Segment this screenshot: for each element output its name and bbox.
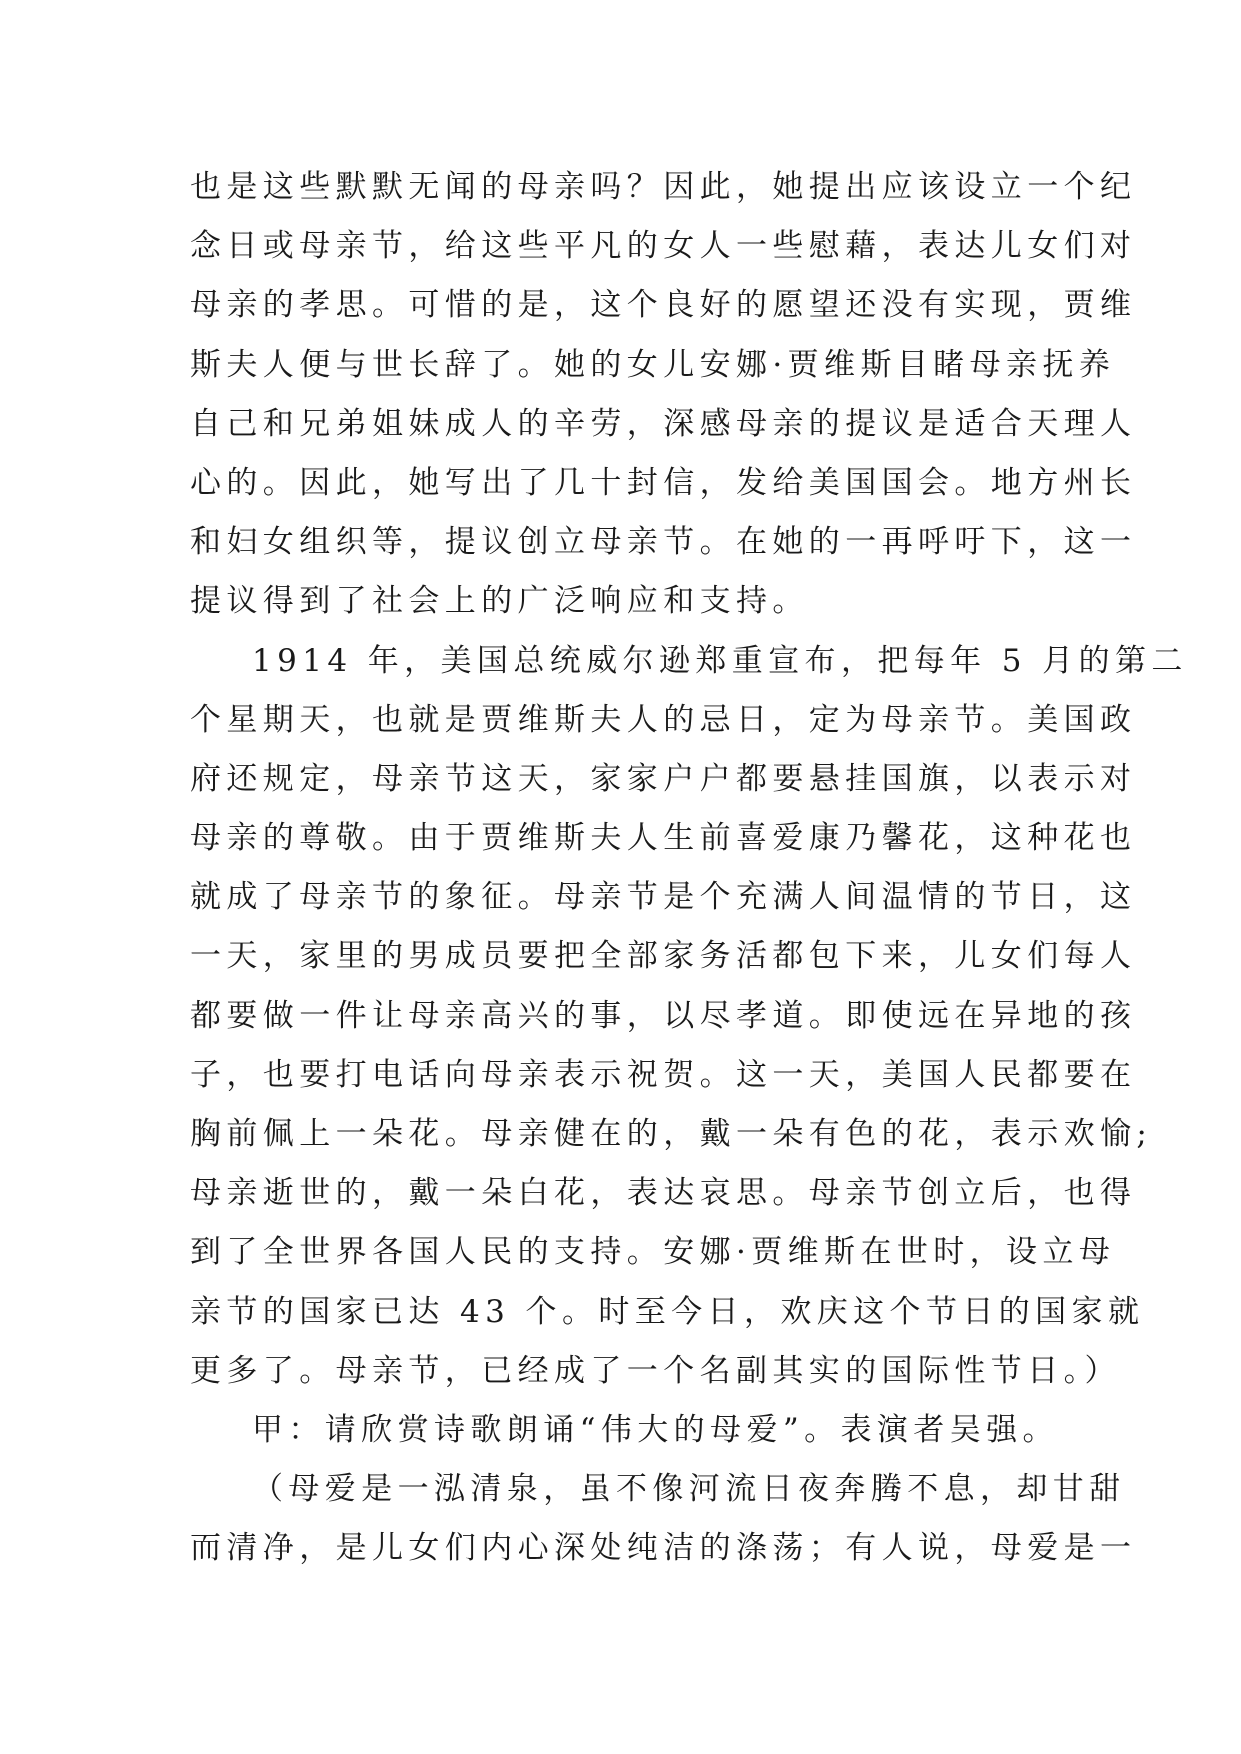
text-line: 而清净，是儿女们内心深处纯洁的涤荡；有人说，母爱是一 bbox=[190, 1530, 1137, 1567]
text-line: 个星期天，也就是贾维斯夫人的忌日，定为母亲节。美国政 bbox=[190, 701, 1137, 738]
text-line: 子，也要打电话向母亲表示祝贺。这一天，美国人民都要在 bbox=[190, 1056, 1137, 1093]
body-text bbox=[190, 158, 1188, 1579]
text-line: 也是这些默默无闻的母亲吗？因此，她提出应该设立一个纪 bbox=[190, 169, 1137, 205]
text-line: 母亲逝世的，戴一朵白花，表达哀思。母亲节创立后，也得 bbox=[190, 1175, 1137, 1212]
text-line: （母爱是一泓清泉，虽不像河流日夜奔腾不息，却甘甜 bbox=[252, 1471, 1126, 1508]
text-line: 自己和兄弟姐妹成人的辛劳，深感母亲的提议是适合天理人 bbox=[190, 405, 1137, 442]
text-line: 1914 年，美国总统威尔逊郑重宣布，把每年 5 月的第二 bbox=[252, 642, 1188, 679]
text-line: 和妇女组织等，提议创立母亲节。在她的一再呼吁下，这一 bbox=[190, 524, 1137, 561]
text-line: 到了全世界各国人民的支持。安娜·贾维斯在世时，设立母 bbox=[190, 1234, 1116, 1271]
text-line: 母亲的尊敬。由于贾维斯夫人生前喜爱康乃馨花，这种花也 bbox=[190, 820, 1137, 857]
text-line: 甲：请欣赏诗歌朗诵“伟大的母爱”。表演者吴强。 bbox=[252, 1411, 1059, 1448]
text-line: 胸前佩上一朵花。母亲健在的，戴一朵有色的花，表示欢愉; bbox=[190, 1116, 1153, 1152]
text-line: 斯夫人便与世长辞了。她的女儿安娜·贾维斯目睹母亲抚养 bbox=[190, 346, 1116, 383]
text-line: 亲节的国家已达 43 个。时至今日，欢庆这个节日的国家就 bbox=[190, 1293, 1145, 1330]
text-line: 提议得到了社会上的广泛响应和支持。 bbox=[190, 583, 809, 620]
text-line: 就成了母亲节的象征。母亲节是个充满人间温情的节日，这 bbox=[190, 879, 1137, 916]
text-line: 一天，家里的男成员要把全部家务活都包下来，儿女们每人 bbox=[190, 938, 1137, 975]
text-line: 府还规定，母亲节这天，家家户户都要悬挂国旗，以表示对 bbox=[190, 760, 1137, 797]
text-line: 心的。因此，她写出了几十封信，发给美国国会。地方州长 bbox=[190, 464, 1137, 501]
text-line: 都要做一件让母亲高兴的事，以尽孝道。即使远在异地的孩 bbox=[190, 997, 1137, 1034]
text-line: 母亲的孝思。可惜的是，这个良好的愿望还没有实现，贾维 bbox=[190, 287, 1137, 324]
text-line: 更多了。母亲节，已经成了一个名副其实的国际性节日。） bbox=[190, 1352, 1121, 1389]
text-line: 念日或母亲节，给这些平凡的女人一些慰藉，表达儿女们对 bbox=[190, 228, 1137, 265]
